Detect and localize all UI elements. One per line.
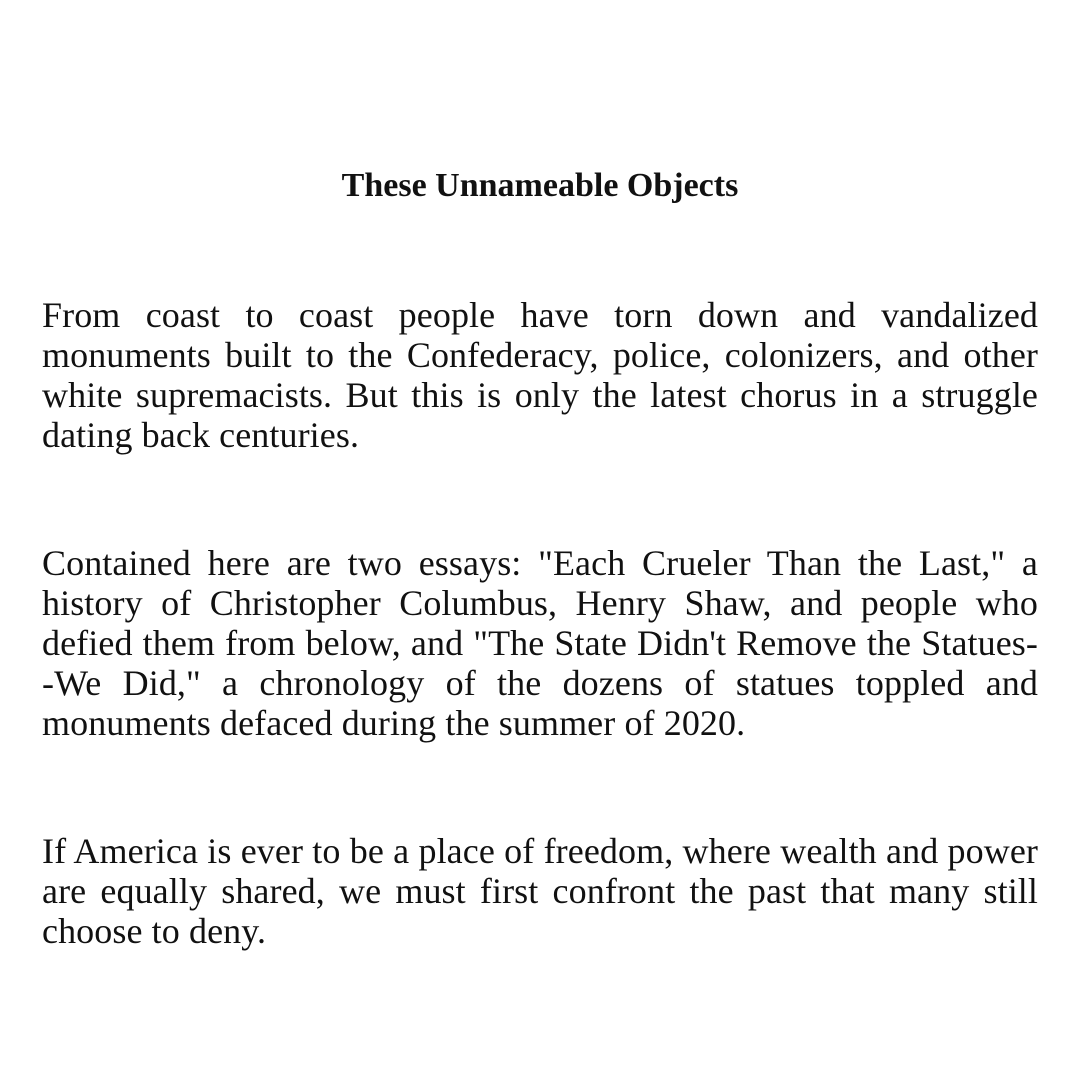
document-title: These Unnameable Objects bbox=[341, 167, 739, 204]
paragraph-intro: From coast to coast people have torn down and vandalized monuments built to the Confederacy, police, colonizers, and other white supremacists. But this is only the latest chorus in a struggle dating back centuries. bbox=[42, 295, 1038, 455]
document-page bbox=[42, 0, 1038, 1080]
paragraph-conclusion: If America is ever to be a place of freedom, where wealth and power are equally shared, we must first confront the past that many still choose to deny. bbox=[42, 831, 1038, 951]
paragraph-contents: Contained here are two essays: "Each Crueler Than the Last," a history of Christopher Columbus, Henry Shaw, and people who defied them from below, and "The State Didn't Remove the Statues--We Did," a chronology of the dozens of statues toppled and monuments defaced during the summer of 2020. bbox=[42, 543, 1038, 743]
